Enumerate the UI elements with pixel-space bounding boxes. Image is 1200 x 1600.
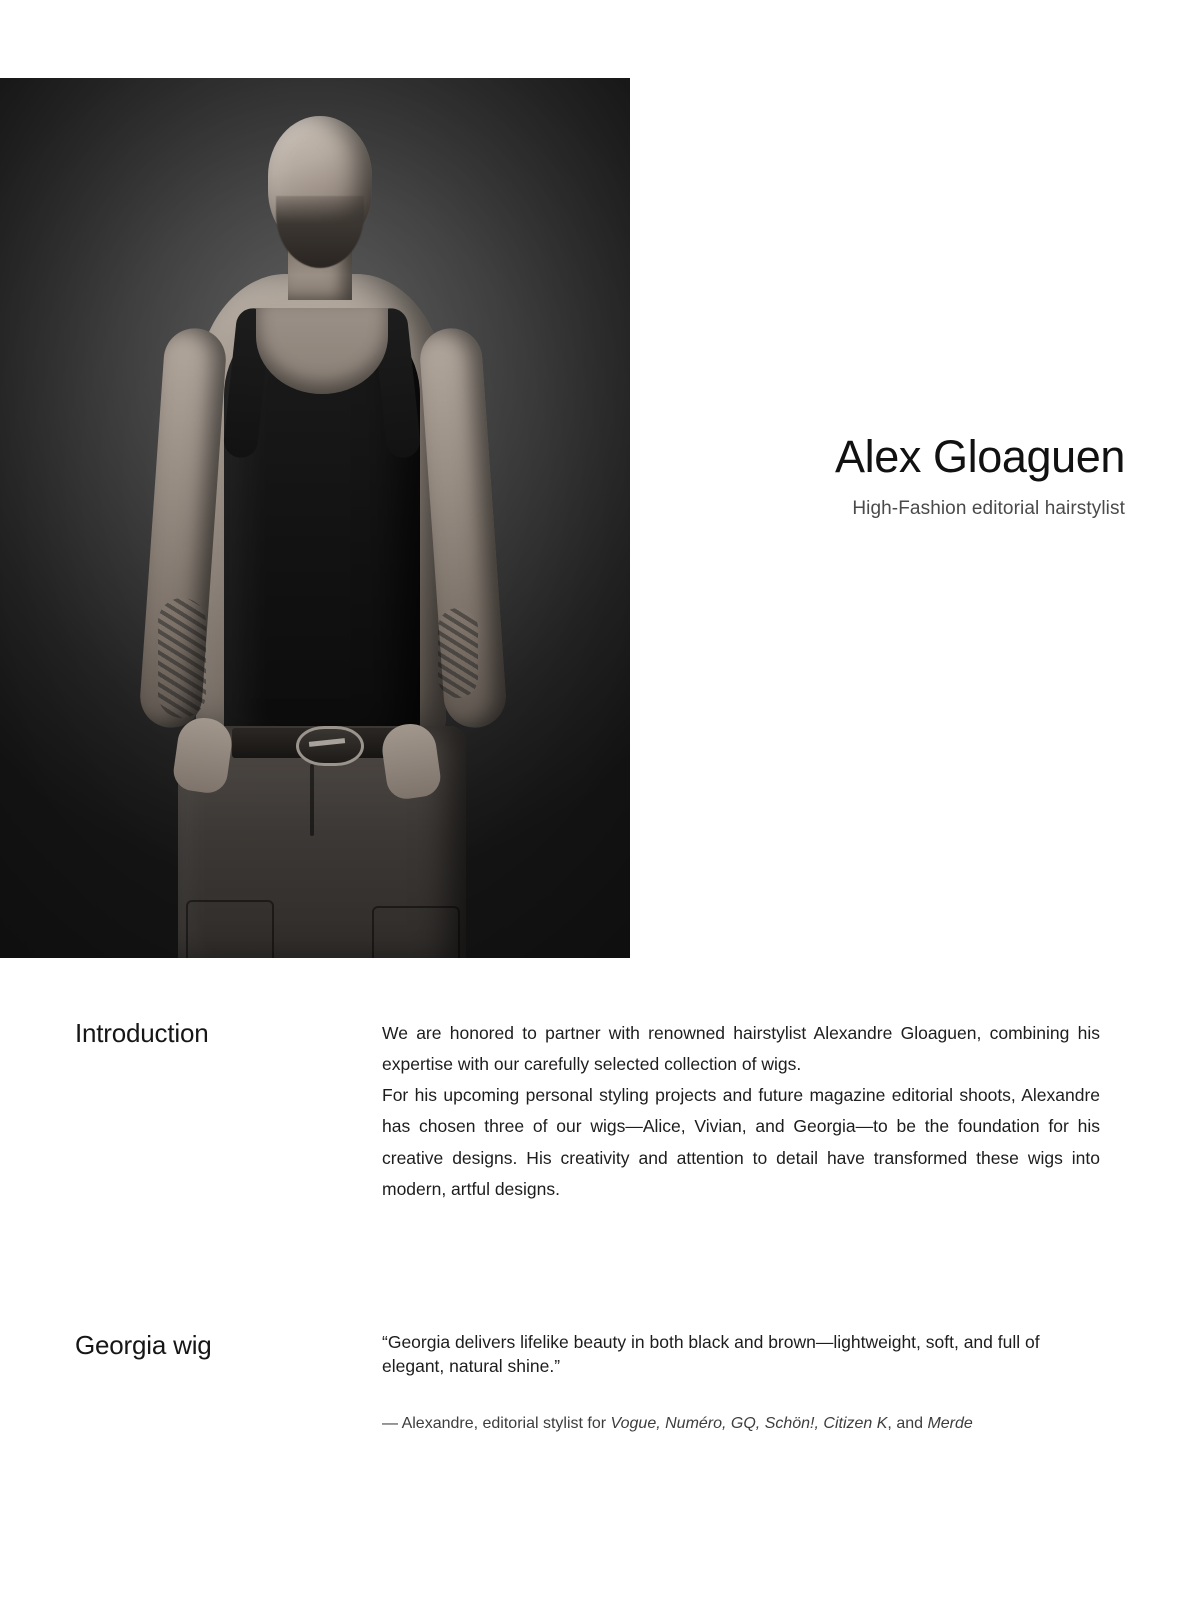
figure-tattoo-left [158,598,206,718]
hero-portrait-image [0,78,630,958]
section-body-introduction [382,1018,1100,1205]
figure-jeans-fly [310,764,314,836]
section-body-georgia-wig [382,1330,1100,1436]
attribution-last-title: Merde [927,1415,973,1433]
attribution-join: , and [887,1415,928,1433]
figure-belt-buckle [296,726,364,766]
georgia-attribution [382,1412,1100,1436]
intro-paragraph-1: We are honored to partner with renowned hairstylist Alexandre Gloaguen, combining his expertise with our carefully selected collection of wigs. [382,1023,1100,1075]
intro-paragraph-2: For his upcoming personal styling projects and future magazine editorial shoots, Alexandre has chosen three of our wigs—Alice, Vivian, and Georgia—to be the foundation for his creative designs. His creativity and attention to detail have transformed these wigs into modern, artful designs. [382,1085,1100,1199]
title-block [565,432,1125,520]
georgia-quote: “Georgia delivers lifelike beauty in both black and brown—lightweight, soft, and full of elegant, natural shine.” [382,1332,1040,1377]
section-label-introduction: Introduction [75,1018,209,1048]
page-subtitle: High-Fashion editorial hairstylist [852,497,1125,519]
figure-pocket-left [186,900,274,958]
portrait-figure [0,78,630,958]
attribution-titles: Vogue, Numéro, GQ, Schön!, Citizen K [610,1415,888,1433]
figure-tattoo-right [438,608,478,698]
section-label-georgia-wig: Georgia wig [75,1330,212,1360]
page-title: Alex Gloaguen [834,431,1125,482]
figure-pocket-right [372,906,460,958]
attribution-prefix: — Alexandre, editorial stylist for [382,1415,611,1433]
